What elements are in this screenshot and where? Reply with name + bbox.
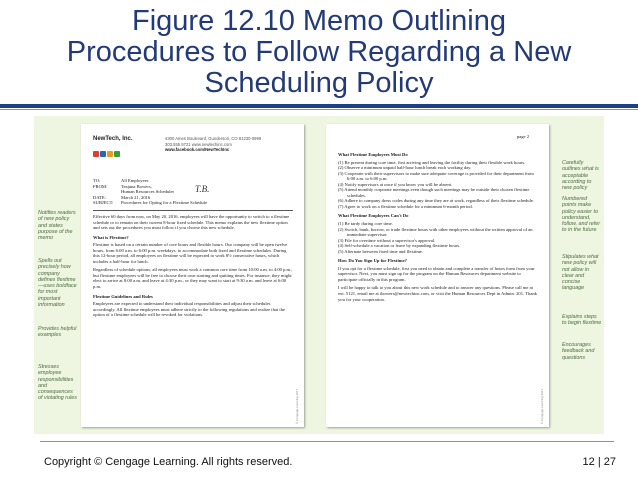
section-heading: Flextime Guidelines and Rules	[93, 293, 153, 299]
footer-divider	[40, 441, 614, 442]
annotation: Numbered points make policy easier to understand, follow, and refer to in the future	[562, 196, 601, 234]
annotation: Carefully outlines what is acceptable according to new policy	[562, 160, 599, 192]
subject-label: SUBJECT:	[93, 200, 114, 206]
annotation: Encourages feedback and questions	[562, 342, 595, 361]
memo-intro: Effective 60 days from now, on May 20, 2016, employees will have the opportunity to switch to a flextime schedule or to remain on their current 8-hour fixed schedule. This memo explains the new flextime option and sets out the procedures you must follow if you choose this new schedule.	[93, 214, 290, 231]
memo-paragraph: Flextime is based on a certain number of core hours and flexible hours. Our company will be open twelve hours, from 6:00 a.m. to 6:00 p.m. weekdays, to accommodate both fixed and flextime schedules. During this 12-hour period, all employees on flextime will be expected to work 8½ consecutive hours, which includes a half-hour for lunch.	[93, 242, 288, 264]
list-item: (2) Observe a minimum unpaid half-hour lunch break each working day.	[338, 165, 472, 171]
memo-paragraph: If you opt for a flextime schedule, first you need to obtain and complete a transfer of hours form from your supervisor. Next, you must sign up for the program on the Human Resources department website to participate officially in this program.	[338, 265, 535, 282]
section-heading: What Flextime Employees Must Do	[338, 152, 408, 157]
to-value: All Employees	[121, 178, 149, 183]
from-title: Human Resources Scheduler	[121, 189, 175, 195]
list-item: (4) Self-schedule a vacation or leave by expanding flextime hours.	[338, 243, 461, 249]
memo-body	[93, 214, 293, 321]
list-item: (3) File for overtime without a supervisor's approval.	[338, 237, 436, 243]
from-value: Teajuna Bowers,	[121, 183, 152, 189]
letterhead	[93, 136, 293, 166]
annotation: Stresses employee responsibilities and consequences of violating rules	[38, 364, 77, 402]
title-line: Scheduling Policy	[204, 67, 434, 99]
annotation: Spells out precisely how company defines flextime—uses boldface for most important information	[38, 258, 77, 309]
subject-value: Procedures for Opting for a Flextime Schedule	[121, 200, 207, 206]
section-heading: What is Flextime?	[93, 234, 129, 240]
title-line: Procedures to Follow Regarding a New	[66, 36, 572, 68]
memo-header	[93, 178, 293, 206]
list-item: (2) Switch, bank, borrow, or trade flextime hours with other employees without the written approval of an immediate supervisor.	[338, 226, 533, 238]
date-label: DATE:	[93, 194, 107, 200]
date-value: March 21, 2016	[121, 194, 151, 200]
section-heading: What Flextime Employees Can't Do	[338, 213, 409, 219]
memo-page-2	[326, 124, 549, 427]
image-credit: © Cengage Learning 2017	[295, 388, 299, 424]
section-heading: How Do You Sign Up for Flextime?	[338, 258, 407, 264]
annotation: Stipulates what new policy will not allow in clear and concise language	[562, 254, 599, 292]
page-marker: page 2	[516, 134, 529, 139]
list-item: (6) Adhere to company dress codes during any time they are at work, regardless of their flextime schedule.	[338, 198, 535, 204]
memo-page-1	[81, 124, 304, 427]
memo-paragraph: I will be happy to talk to you about this new work schedule and to answer any questions. Please call me at ext. 5121, email me at tbowers@newtechinc.com, or visit the Human Resources Dept in Admin. 201. Thank you for your cooperation.	[338, 285, 537, 302]
page-number: 12 | 27	[582, 456, 616, 468]
memo-divider	[93, 210, 293, 211]
list-item: (5) Alternate between fixed time and flextime.	[338, 248, 424, 254]
annotation: Notifies readers of new policy and states purpose of the memo	[38, 210, 76, 242]
list-item: (4) Notify supervisors at once if you know you will be absent.	[338, 181, 453, 187]
company-address	[165, 136, 293, 153]
company-name: NewTech, Inc.	[93, 136, 133, 142]
annotation: Provides helpful examples	[38, 326, 77, 339]
slide-title	[20, 6, 618, 99]
list-item: (1) Be tardy during core time.	[338, 221, 393, 227]
list-item: (5) Attend monthly corporate meetings even though such meetings may be outside their chosen flextime schedules.	[338, 187, 530, 198]
handwritten-initials: T.B.	[195, 183, 210, 194]
memo-body	[338, 148, 538, 305]
company-logo	[93, 144, 123, 152]
copyright-notice: Copyright © Cengage Learning. All rights reserved.	[44, 456, 293, 468]
title-line: Figure 12.10 Memo Outlining	[132, 5, 506, 37]
title-divider	[0, 104, 638, 108]
memo-paragraph: Employees are expected to understand their individual responsibilities and adjust their schedules accordingly. All flextime employees must adhere strictly to the following regulations and realize that the option of a flextime schedule will be revoked for violations.	[93, 301, 285, 318]
address-line: 4300 Ames Boulevard, Gunderson, CO 81230-0999	[165, 136, 262, 141]
title-divider-thin	[0, 109, 638, 110]
facebook-line: www.facebook.com/NewTechInc	[165, 147, 230, 153]
list-item: (3) Cooperate with their supervisors to make sure adequate coverage is provided for their department from 6:00 a.m. to 6:00 p.m.	[338, 170, 534, 182]
image-credit: © Cengage Learning 2017	[540, 388, 544, 424]
list-item: (7) Agree to work on a flextime schedule for a minimum 6-month period.	[338, 203, 473, 209]
annotation: Explains steps to begin flextime	[562, 314, 602, 327]
phone-web-line: 303.555.9721 www.newtechinc.com	[165, 141, 232, 147]
memo-paragraph: Regardless of schedule options, all employees must work a common core time from 10:00 a.m. to 4:00 p.m., but flextime employees will be free to choose their own starting and quitting times. For instance, they might elect to arrive at 8:00 a.m. and leave at 4:30 p.m., or they may want to start at 9:30 a.m. and leave at 6:00 p.m.	[93, 267, 293, 290]
from-label: FROM:	[93, 183, 108, 189]
to-label: TO:	[93, 178, 101, 183]
figure-panel	[34, 116, 604, 434]
list-item: (1) Be present during core time, first arriving and leaving the facility during their flexible work hours.	[338, 159, 526, 165]
